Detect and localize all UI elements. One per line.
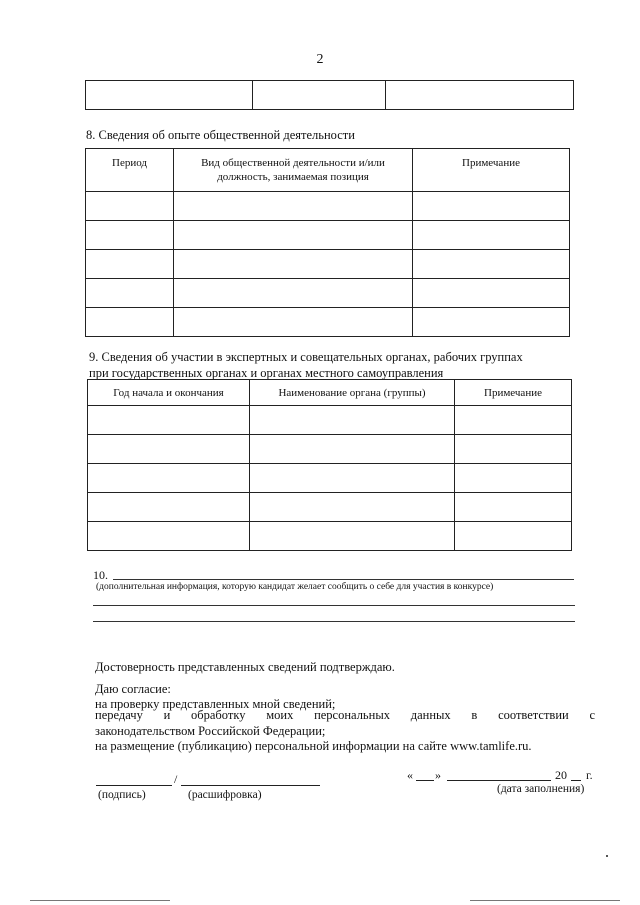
table-cell — [250, 406, 455, 435]
table-cell — [455, 464, 572, 493]
decoding-caption: (расшифровка) — [188, 789, 262, 801]
additional-info-line-2 — [93, 605, 575, 606]
table-cell — [174, 221, 413, 250]
table-cell — [250, 435, 455, 464]
column-header-body-name: Наименование органа (группы) — [250, 380, 455, 406]
column-header-years: Год начала и окончания — [88, 380, 250, 406]
confirmation-text: Достоверность представленных сведений подтверждаю. — [95, 660, 395, 674]
table-cell — [88, 435, 250, 464]
date-open-quote: « — [407, 768, 413, 782]
table-row — [88, 493, 572, 522]
date-day-line — [416, 780, 434, 781]
table-row — [86, 81, 574, 110]
scan-edge-line — [30, 900, 170, 901]
signature-line — [96, 785, 172, 786]
date-year-prefix: 20 — [555, 768, 567, 782]
table-cell — [86, 192, 174, 221]
table-cell — [455, 435, 572, 464]
table-cell — [174, 308, 413, 337]
section-8-heading: 8. Сведения об опыте общественной деятельности — [86, 128, 355, 142]
column-header-period: Период — [86, 149, 174, 192]
section-9-heading-line1: 9. Сведения об участии в экспертных и совещательных органах, рабочих группах — [89, 350, 523, 364]
table-row — [88, 522, 572, 551]
table-row — [88, 435, 572, 464]
table-row — [86, 279, 570, 308]
table-cell — [413, 221, 570, 250]
additional-info-caption: (дополнительная информация, которую кандидат желает сообщить о себе для участия в конкурсе) — [96, 582, 494, 592]
table-header-row — [88, 380, 572, 406]
table-row — [86, 308, 570, 337]
page-number: 2 — [316, 52, 324, 67]
consent-title: Даю согласие: — [95, 682, 171, 696]
table-row — [88, 406, 572, 435]
table-cell — [413, 308, 570, 337]
table-cell — [174, 250, 413, 279]
section-9-heading-line2: при государственных органах и органах местного самоуправления — [89, 366, 444, 380]
scan-edge-line — [470, 900, 620, 901]
table-cell — [413, 279, 570, 308]
consent-item-processing: передачу и обработку моих персональных данных в соответствии с — [95, 708, 595, 722]
table-cell — [250, 522, 455, 551]
table-row — [86, 221, 570, 250]
table-cell — [413, 250, 570, 279]
signature-separator: / — [174, 772, 178, 786]
table-cell — [174, 192, 413, 221]
signature-caption: (подпись) — [98, 789, 146, 801]
table-header-row — [86, 149, 570, 192]
table-cell — [413, 192, 570, 221]
table-cell — [86, 250, 174, 279]
table-row — [86, 250, 570, 279]
table-cell — [455, 493, 572, 522]
scan-speck — [606, 855, 608, 857]
table-cell — [253, 81, 386, 110]
table-cell — [88, 406, 250, 435]
date-close-quote: » — [435, 768, 441, 782]
public-activity-table — [85, 148, 570, 337]
section-10-number: 10. — [93, 568, 108, 582]
table-cell — [86, 221, 174, 250]
table-cell — [86, 279, 174, 308]
column-header-activity: Вид общественной деятельности и/или должность, занимаемая позиция — [174, 149, 413, 192]
table-row — [86, 192, 570, 221]
table-cell — [88, 522, 250, 551]
table-cell — [86, 81, 253, 110]
table-cell — [86, 308, 174, 337]
date-year-line — [571, 780, 581, 781]
table-cell — [455, 406, 572, 435]
continued-table — [85, 80, 574, 110]
consent-item-verification: на проверку представленных мной сведений; — [95, 697, 336, 711]
column-header-note: Примечание — [455, 380, 572, 406]
additional-info-line-3 — [93, 621, 575, 622]
table-row — [88, 464, 572, 493]
expert-bodies-table — [87, 379, 572, 551]
table-cell — [455, 522, 572, 551]
decoding-line — [181, 785, 320, 786]
table-cell — [250, 493, 455, 522]
additional-info-line-1 — [113, 579, 574, 580]
table-cell — [386, 81, 574, 110]
date-month-line — [447, 780, 551, 781]
table-cell — [174, 279, 413, 308]
date-year-suffix: г. — [586, 768, 593, 782]
table-cell — [88, 464, 250, 493]
table-cell — [250, 464, 455, 493]
consent-item-processing-cont: законодательством Российской Федерации; — [95, 724, 326, 738]
consent-item-publication: на размещение (публикацию) персональной информации на сайте www.tamlife.ru. — [95, 739, 532, 753]
table-cell — [88, 493, 250, 522]
column-header-note: Примечание — [413, 149, 570, 192]
date-caption: (дата заполнения) — [497, 783, 585, 795]
